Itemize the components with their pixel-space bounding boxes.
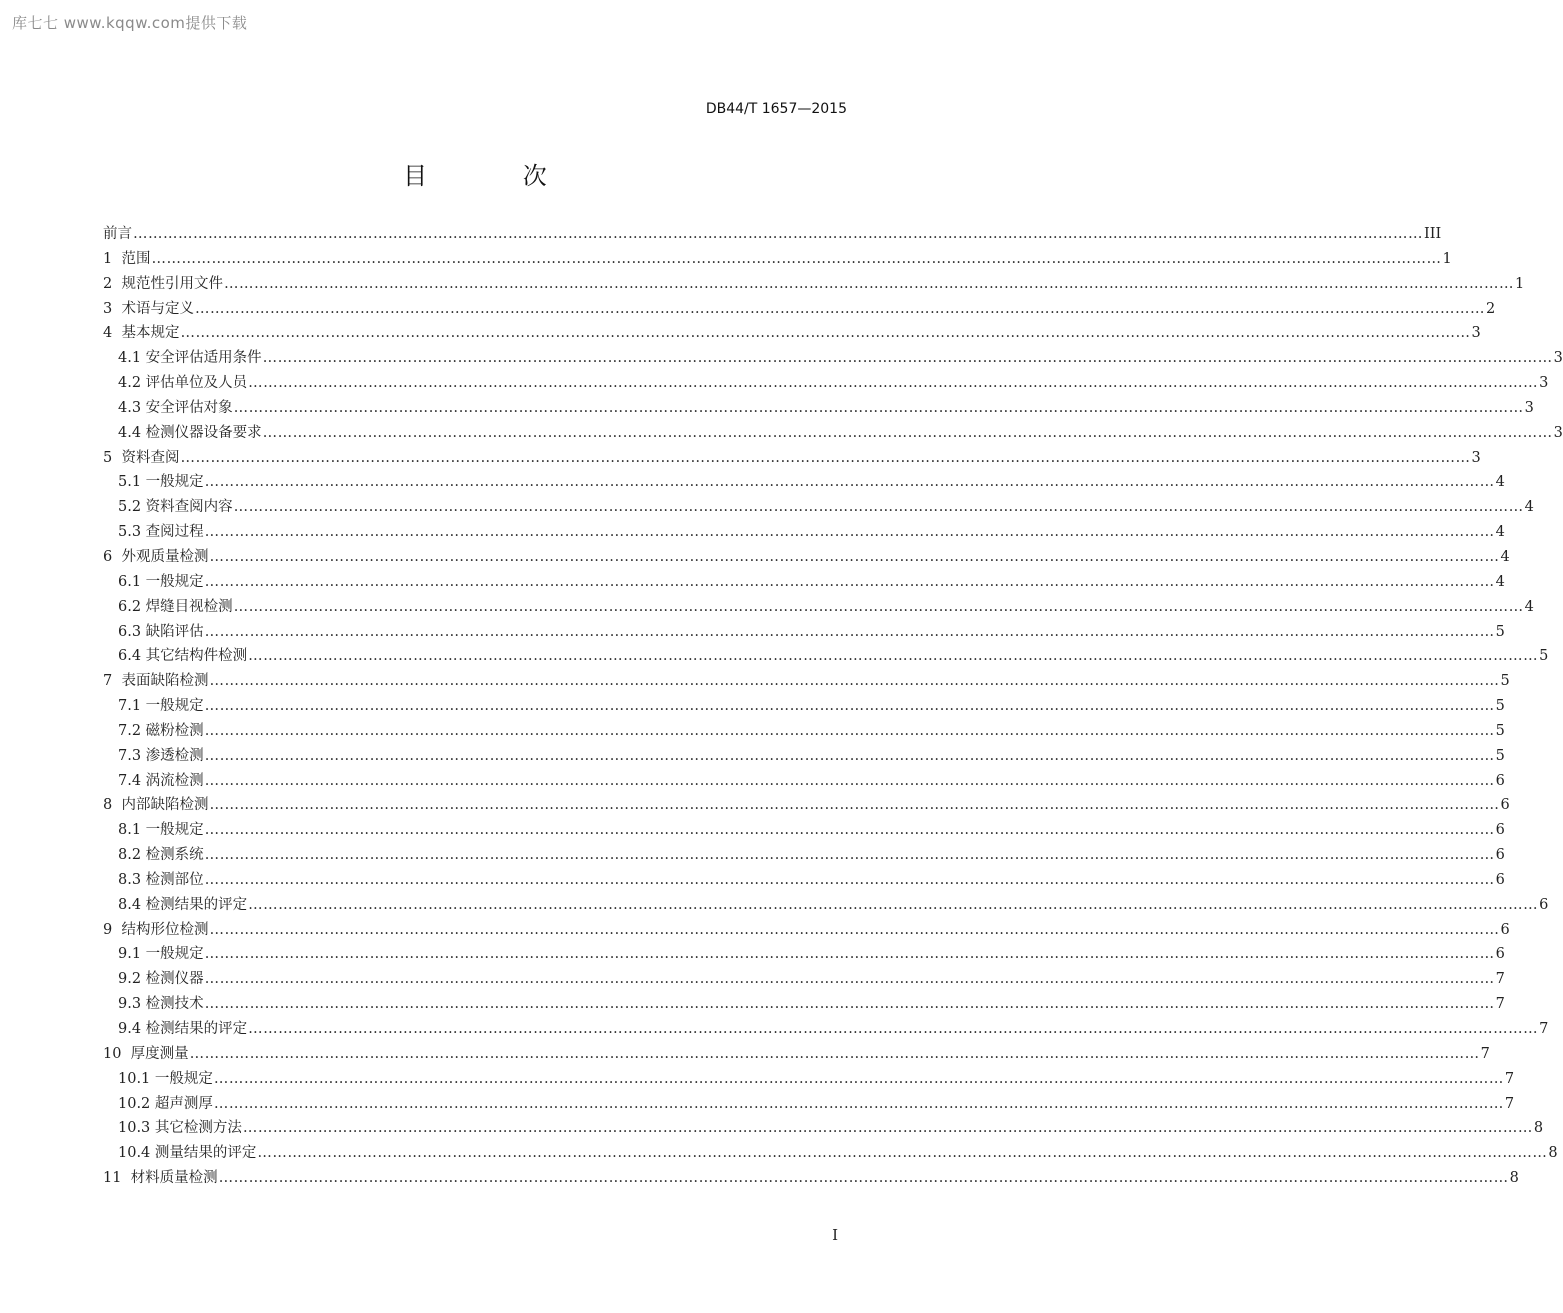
toc-entry-label: 一般规定 [145, 474, 204, 491]
toc-dot-leader: …………………………………………………………………………………………………………………………………………………………………………………………………………………………………… [242, 1120, 1533, 1137]
toc-entry[interactable] [103, 694, 1505, 719]
toc-entry-number: 5.3 [118, 524, 146, 541]
toc-entry-number: 8.3 [118, 871, 146, 888]
toc-entry-label: 前言 [103, 226, 132, 242]
toc-entry-page: 4 [1495, 573, 1505, 590]
toc-dot-leader: …………………………………………………………………………………………………………………………………………………………………………………………………………………………………… [151, 250, 1442, 267]
standard-code: DB44/T 1657—2015 [705, 101, 847, 117]
toc-dot-leader: …………………………………………………………………………………………………………………………………………………………………………………………………………………………………… [257, 1145, 1548, 1162]
toc-entry-label: 查阅过程 [145, 524, 204, 541]
toc-dot-leader: …………………………………………………………………………………………………………………………………………………………………………………………………………………………………… [204, 946, 1495, 963]
page-number: I [832, 1226, 838, 1244]
toc-entry[interactable] [103, 719, 1505, 744]
toc-entry-label: 结构形位检测 [121, 921, 209, 938]
page-title: 目 次 [403, 162, 591, 190]
toc-entry-number: 6.1 [118, 573, 146, 590]
toc-entry-label: 评估单位及人员 [145, 375, 248, 392]
toc-entry-page: 7 [1504, 1095, 1515, 1112]
toc-entry-label: 内部缺陷检测 [121, 797, 209, 814]
toc-entry-page: 5 [1539, 648, 1549, 665]
toc-entry-number: 9.4 [118, 1021, 146, 1037]
toc-entry-number: 8.2 [118, 847, 146, 864]
toc-dot-leader: …………………………………………………………………………………………………………………………………………………………………………………………………………………………………… [213, 1095, 1504, 1112]
toc-entry-label: 超声测厚 [154, 1095, 213, 1112]
toc-entry-label: 一般规定 [145, 698, 204, 715]
toc-entry[interactable] [103, 346, 1563, 371]
toc-dot-leader: …………………………………………………………………………………………………………………………………………………………………………………………………………………………………… [180, 325, 1471, 342]
toc-entry-label: 渗透检测 [145, 747, 204, 764]
toc-entry-page: 7 [1539, 1021, 1549, 1037]
toc-entry-label: 检测系统 [145, 847, 204, 864]
toc-entry-page: III [1424, 226, 1442, 242]
toc-entry[interactable] [103, 446, 1481, 471]
toc-entry-page: 4 [1500, 548, 1510, 565]
toc-entry[interactable] [103, 893, 1549, 918]
toc-entry[interactable] [103, 470, 1505, 495]
toc-dot-leader: …………………………………………………………………………………………………………………………………………………………………………………………………………………………………… [204, 822, 1495, 839]
toc-entry-label: 检测仪器设备要求 [145, 424, 262, 441]
toc-entry[interactable] [103, 371, 1549, 396]
toc-dot-leader: …………………………………………………………………………………………………………………………………………………………………………………………………………………………………… [233, 399, 1524, 416]
toc-entry-label: 焊缝目视检测 [145, 598, 233, 615]
toc-entry-label: 术语与定义 [121, 300, 194, 317]
toc-entry-page: 4 [1524, 499, 1534, 516]
toc-entry[interactable] [103, 1042, 1490, 1067]
toc-entry-label: 厚度测量 [130, 1045, 189, 1062]
toc-entry-number: 5.1 [118, 474, 146, 491]
toc-entry-page: 8 [1533, 1120, 1544, 1137]
toc-entry-page: 6 [1495, 871, 1505, 888]
toc-dot-leader: …………………………………………………………………………………………………………………………………………………………………………………………………………………………………… [133, 226, 1423, 242]
toc-entry[interactable] [103, 222, 1442, 247]
toc-entry-number: 7.4 [118, 772, 146, 789]
toc-entry[interactable] [103, 818, 1505, 843]
toc-dot-leader: …………………………………………………………………………………………………………………………………………………………………………………………………………………………………… [204, 474, 1495, 491]
toc-entry-label: 基本规定 [121, 325, 180, 342]
toc-dot-leader: …………………………………………………………………………………………………………………………………………………………………………………………………………………………………… [204, 871, 1495, 888]
toc-dot-leader: …………………………………………………………………………………………………………………………………………………………………………………………………………………………………… [204, 747, 1495, 764]
toc-entry-page: 8 [1509, 1170, 1519, 1187]
toc-entry-number: 4.2 [118, 375, 146, 392]
toc-entry-page: 7 [1495, 971, 1505, 988]
toc-dot-leader: …………………………………………………………………………………………………………………………………………………………………………………………………………………………………… [262, 424, 1553, 441]
toc-dot-leader: …………………………………………………………………………………………………………………………………………………………………………………………………………………………………… [189, 1045, 1480, 1062]
toc-entry-page: 5 [1495, 623, 1505, 640]
toc-entry-number: 5.2 [118, 499, 146, 516]
toc-entry-page: 4 [1495, 524, 1505, 541]
toc-entry[interactable] [103, 992, 1505, 1017]
toc-entry-page: 4 [1524, 598, 1534, 615]
toc-entry-number: 4.4 [118, 424, 146, 441]
toc-entry-number: 4.1 [118, 350, 146, 367]
toc-entry[interactable] [103, 620, 1505, 645]
table-of-contents [103, 222, 1563, 1191]
toc-dot-leader: …………………………………………………………………………………………………………………………………………………………………………………………………………………………………… [204, 623, 1495, 640]
toc-entry[interactable] [103, 769, 1505, 794]
toc-entry-label: 其它结构件检测 [145, 648, 248, 665]
toc-entry-number: 9 [103, 921, 122, 938]
toc-entry[interactable] [103, 421, 1563, 446]
toc-entry-label: 规范性引用文件 [121, 275, 223, 292]
toc-entry-number: 1 [103, 250, 122, 267]
toc-dot-leader: …………………………………………………………………………………………………………………………………………………………………………………………………………………………………… [204, 524, 1495, 541]
toc-entry-page: 5 [1495, 747, 1505, 764]
toc-dot-leader: …………………………………………………………………………………………………………………………………………………………………………………………………………………………………… [204, 772, 1495, 789]
toc-entry[interactable] [103, 868, 1505, 893]
toc-dot-leader: …………………………………………………………………………………………………………………………………………………………………………………………………………………………………… [248, 375, 1539, 392]
toc-entry[interactable] [103, 669, 1510, 694]
toc-entry[interactable] [103, 793, 1510, 818]
toc-entry-page: 5 [1495, 698, 1505, 715]
toc-entry-number: 6.4 [118, 648, 146, 665]
toc-entry-page: 5 [1500, 673, 1510, 690]
toc-dot-leader: …………………………………………………………………………………………………………………………………………………………………………………………………………………………………… [204, 996, 1495, 1013]
toc-dot-leader: …………………………………………………………………………………………………………………………………………………………………………………………………………………………………… [204, 698, 1495, 715]
toc-entry-page: 8 [1548, 1145, 1558, 1162]
toc-entry-page: 6 [1495, 772, 1505, 789]
toc-dot-leader: …………………………………………………………………………………………………………………………………………………………………………………………………………………………………… [213, 1070, 1504, 1087]
toc-entry-label: 检测仪器 [145, 971, 204, 988]
toc-entry-page: 3 [1524, 399, 1534, 416]
toc-entry-page: 6 [1495, 847, 1505, 864]
toc-entry-page: 6 [1495, 946, 1505, 963]
toc-entry[interactable] [103, 1092, 1515, 1117]
toc-dot-leader: …………………………………………………………………………………………………………………………………………………………………………………………………………………………………… [204, 847, 1495, 864]
toc-entry-number: 11 [103, 1170, 131, 1187]
toc-entry-label: 一般规定 [154, 1070, 213, 1087]
toc-entry[interactable] [103, 843, 1505, 868]
toc-dot-leader: …………………………………………………………………………………………………………………………………………………………………………………………………………………………………… [248, 648, 1539, 665]
toc-entry-page: 3 [1471, 449, 1481, 466]
toc-entry-number: 6.2 [118, 598, 146, 615]
toc-entry-page: 7 [1480, 1045, 1490, 1062]
toc-entry[interactable] [103, 942, 1505, 967]
toc-entry[interactable] [103, 744, 1505, 769]
watermark-text: 库七七 www.kqqw.com提供下载 [12, 14, 248, 32]
toc-entry-label: 安全评估对象 [145, 399, 233, 416]
toc-dot-leader: …………………………………………………………………………………………………………………………………………………………………………………………………………………………………… [209, 673, 1500, 690]
toc-dot-leader: …………………………………………………………………………………………………………………………………………………………………………………………………………………………………… [204, 722, 1495, 739]
toc-entry-number: 5 [103, 449, 122, 466]
toc-entry[interactable] [103, 272, 1525, 297]
toc-entry-page: 3 [1539, 375, 1549, 392]
toc-entry-label: 其它检测方法 [154, 1120, 242, 1137]
toc-dot-leader: …………………………………………………………………………………………………………………………………………………………………………………………………………………………………… [248, 896, 1539, 913]
toc-dot-leader: …………………………………………………………………………………………………………………………………………………………………………………………………………………………………… [248, 1021, 1539, 1037]
toc-dot-leader: …………………………………………………………………………………………………………………………………………………………………………………………………………………………………… [209, 921, 1500, 938]
toc-entry-page: 4 [1495, 474, 1505, 491]
toc-entry-number: 7.3 [118, 747, 146, 764]
toc-entry-page: 7 [1495, 996, 1505, 1013]
toc-dot-leader: …………………………………………………………………………………………………………………………………………………………………………………………………………………………………… [223, 275, 1514, 292]
toc-entry-page: 1 [1442, 250, 1452, 267]
toc-entry-number: 7 [103, 673, 122, 690]
toc-entry-number: 8.1 [118, 822, 146, 839]
toc-entry[interactable] [103, 1017, 1549, 1042]
toc-dot-leader: …………………………………………………………………………………………………………………………………………………………………………………………………………………………………… [262, 350, 1553, 367]
toc-entry-number: 9.1 [118, 946, 146, 963]
toc-entry-number: 7.2 [118, 722, 146, 739]
toc-entry-label: 磁粉检测 [145, 722, 204, 739]
toc-dot-leader: …………………………………………………………………………………………………………………………………………………………………………………………………………………………………… [204, 573, 1495, 590]
toc-entry-page: 6 [1500, 797, 1510, 814]
toc-entry-label: 检测部位 [145, 871, 204, 888]
toc-entry-label: 缺陷评估 [145, 623, 204, 640]
toc-entry-number: 6 [103, 548, 122, 565]
toc-entry-page: 3 [1553, 350, 1563, 367]
toc-entry-page: 6 [1500, 921, 1510, 938]
toc-entry[interactable] [103, 396, 1534, 421]
toc-entry-page: 3 [1553, 424, 1563, 441]
toc-dot-leader: …………………………………………………………………………………………………………………………………………………………………………………………………………………………………… [209, 548, 1500, 565]
toc-entry-label: 资料查阅内容 [145, 499, 233, 516]
toc-entry-label: 范围 [121, 250, 151, 267]
toc-entry-number: 10.2 [118, 1095, 155, 1112]
toc-entry-label: 涡流检测 [145, 772, 204, 789]
toc-entry[interactable] [103, 595, 1534, 620]
toc-entry-number: 3 [103, 300, 122, 317]
toc-entry-label: 检测技术 [145, 996, 204, 1013]
toc-entry-label: 一般规定 [145, 946, 204, 963]
toc-entry-number: 4.3 [118, 399, 146, 416]
toc-dot-leader: …………………………………………………………………………………………………………………………………………………………………………………………………………………………………… [204, 971, 1495, 988]
toc-entry[interactable] [103, 644, 1549, 669]
toc-entry-number: 10.3 [118, 1120, 155, 1137]
toc-entry-label: 检测结果的评定 [145, 1021, 248, 1037]
toc-entry-number: 2 [103, 275, 122, 292]
toc-entry[interactable] [103, 495, 1534, 520]
toc-entry-number: 10.4 [118, 1145, 155, 1162]
toc-dot-leader: …………………………………………………………………………………………………………………………………………………………………………………………………………………………………… [180, 449, 1471, 466]
toc-dot-leader: …………………………………………………………………………………………………………………………………………………………………………………………………………………………………… [233, 598, 1524, 615]
toc-entry-label: 材料质量检测 [130, 1170, 218, 1187]
toc-entry[interactable] [103, 1116, 1544, 1141]
toc-entry[interactable] [103, 247, 1452, 272]
toc-dot-leader: …………………………………………………………………………………………………………………………………………………………………………………………………………………………………… [218, 1170, 1509, 1187]
toc-entry[interactable] [103, 1067, 1515, 1092]
toc-entry-number: 10 [103, 1045, 131, 1062]
toc-entry-page: 5 [1495, 722, 1505, 739]
toc-entry-label: 外观质量检测 [121, 548, 209, 565]
toc-entry-page: 3 [1471, 325, 1481, 342]
toc-entry-number: 9.2 [118, 971, 146, 988]
toc-entry-label: 检测结果的评定 [145, 896, 248, 913]
toc-dot-leader: …………………………………………………………………………………………………………………………………………………………………………………………………………………………………… [233, 499, 1524, 516]
toc-entry[interactable] [103, 545, 1510, 570]
toc-entry-number: 9.3 [118, 996, 146, 1013]
toc-entry-page: 1 [1514, 275, 1525, 292]
toc-entry-number: 7.1 [118, 698, 146, 715]
toc-entry-number: 4 [103, 325, 122, 342]
toc-entry-number: 10.1 [118, 1070, 155, 1087]
toc-entry-page: 6 [1539, 896, 1549, 913]
toc-entry-number: 8 [103, 797, 122, 814]
toc-entry[interactable] [103, 1166, 1519, 1191]
toc-entry-label: 安全评估适用条件 [145, 350, 262, 367]
toc-dot-leader: …………………………………………………………………………………………………………………………………………………………………………………………………………………………………… [194, 300, 1485, 317]
toc-entry[interactable] [103, 321, 1481, 346]
toc-entry[interactable] [103, 918, 1510, 943]
toc-entry-label: 资料查阅 [121, 449, 180, 466]
toc-dot-leader: …………………………………………………………………………………………………………………………………………………………………………………………………………………………………… [209, 797, 1500, 814]
toc-entry-page: 7 [1504, 1070, 1515, 1087]
toc-entry[interactable] [103, 1141, 1558, 1166]
toc-entry[interactable] [103, 967, 1505, 992]
toc-entry[interactable] [103, 520, 1505, 545]
toc-entry[interactable] [103, 297, 1496, 322]
toc-entry-label: 表面缺陷检测 [121, 673, 209, 690]
toc-entry-label: 测量结果的评定 [154, 1145, 257, 1162]
toc-entry[interactable] [103, 570, 1505, 595]
toc-entry-number: 8.4 [118, 896, 146, 913]
toc-entry-number: 6.3 [118, 623, 146, 640]
toc-entry-page: 2 [1485, 300, 1496, 317]
toc-entry-label: 一般规定 [145, 573, 204, 590]
toc-entry-page: 6 [1495, 822, 1505, 839]
toc-entry-label: 一般规定 [145, 822, 204, 839]
